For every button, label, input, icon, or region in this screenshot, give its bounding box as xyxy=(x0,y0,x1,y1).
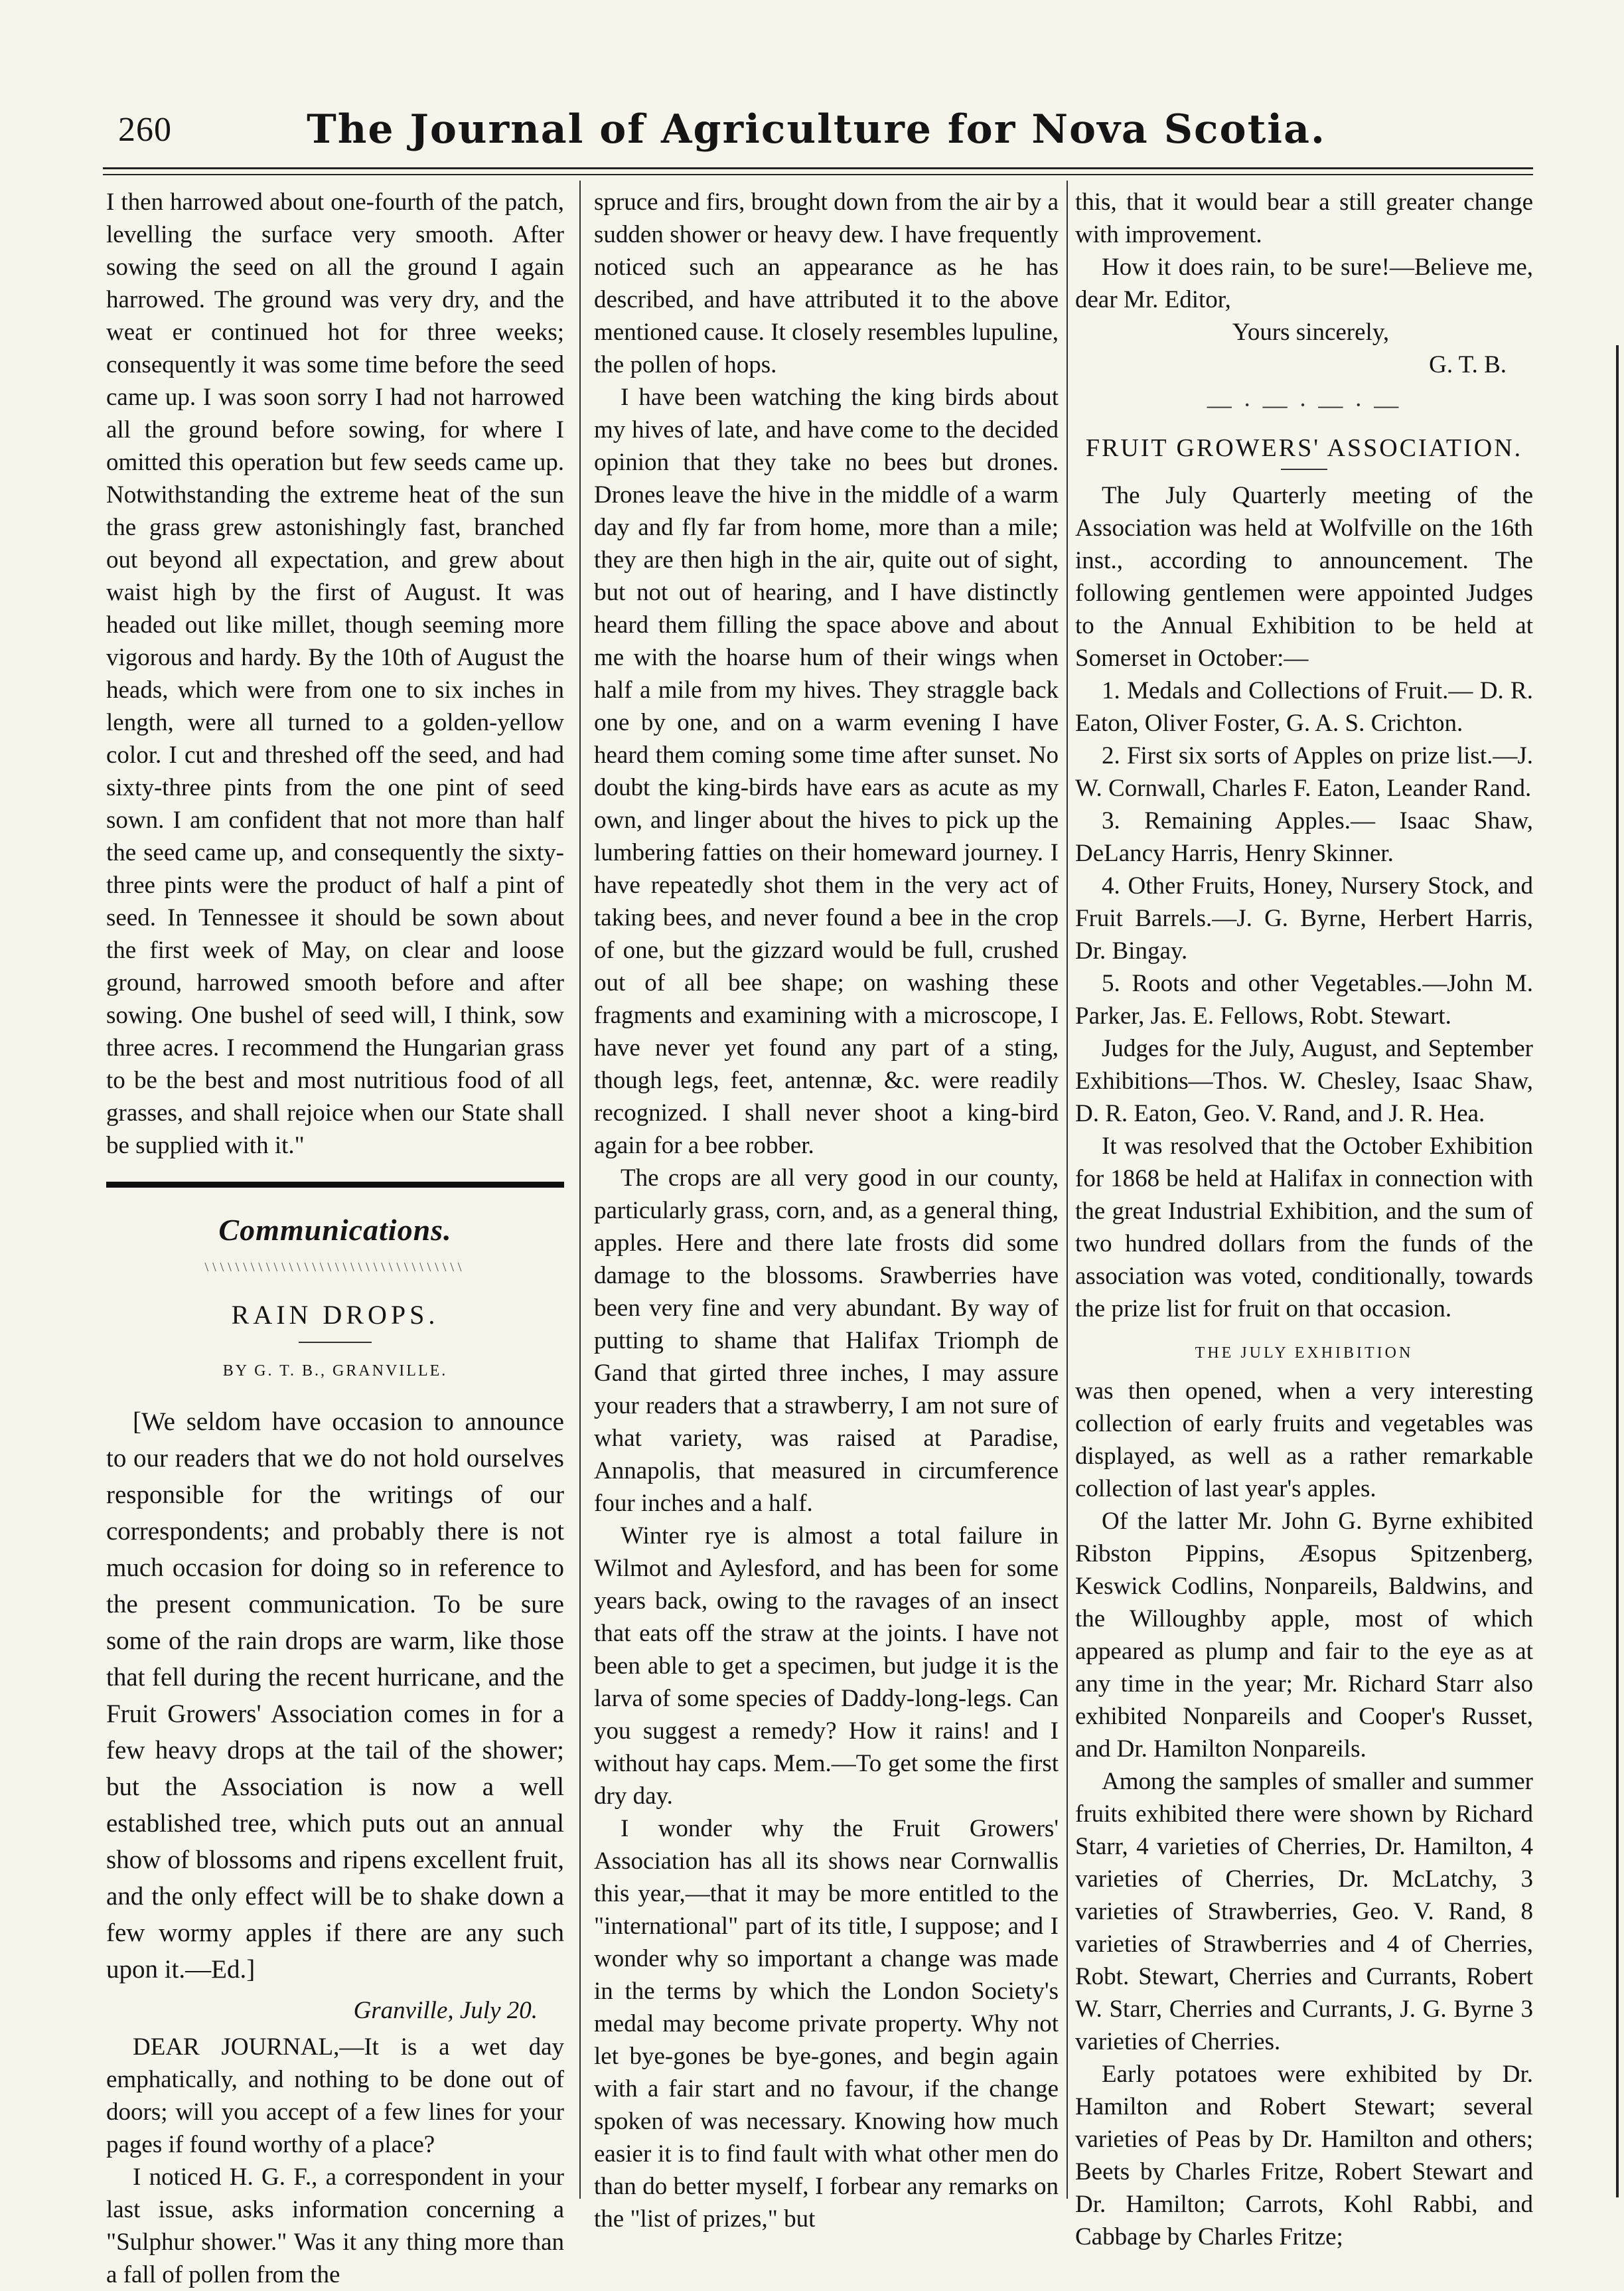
paragraph: Judges for the July, August, and September Exhibitions—Thos. W. Chesley, Isaac Shaw, D. R. Eaton, Geo. V. Rand, and J. R. Hea. xyxy=(1075,1035,1533,1127)
journal-title: The Journal of Agriculture for Nova Scotia. xyxy=(307,106,1326,153)
paragraph: The crops are all very good in our county, particularly grass, corn, and, as a general thing, apples. Here and there late frosts did some damage to the blossoms. Srawberries have been very fine and very abundant. By way of putting to shame that Halifax Triomph de Gand that girted three inches, I may assure your readers that a strawberry, I am not sure of what variety, was raised at Paradise, Annapolis, that measured in circumference four inches and a half. xyxy=(594,1164,1059,1517)
paragraph: I noticed H. G. F., a correspondent in your last issue, asks information concerning a "Sulphur shower." Was it any thing more than a fall of pollen from the xyxy=(106,2164,564,2288)
column-2 xyxy=(594,186,1059,2233)
article-title: FRUIT GROWERS' ASSOCIATION. xyxy=(1085,434,1523,462)
paragraph: Among the samples of smaller and summer fruits exhibited there were shown by Richard Starr, 4 varieties of Cherries, Dr. Hamilton, 4 varieties of Cherries, Dr. McLatchy, 3 varieties of Strawberries, Geo. V. Rand, 8 varieties of Strawberries and 4 of Cherries, Robt. Stewart, Cherries and Currants, Robert W. Starr, Cherries and Currants, J. G. Byrne 3 varieties of Cherries. xyxy=(1075,1768,1533,2055)
list-item: 2. First six sorts of Apples on prize list.—J. W. Cornwall, Charles F. Eaton, Leander Rand. xyxy=(1075,742,1533,802)
editor-note: [We seldom have occasion to announce to our readers that we do not hold ourselves responsible for the writings of our correspondents; and probably there is not much occasion for doing so in reference to the present communication. To be sure some of the rain drops are warm, like those that fell during the recent hurricane, and the Fruit Growers' Association comes in for a few heavy drops at the tail of the shower; but the Association is now a well established tree, which puts out an annual show of blossoms and ripens excellent fruit, and the only effect will be to shake down a few wormy apples if there are any such upon it.—Ed.] xyxy=(106,1407,564,1984)
dotted-ornament: \\\\\\\\\\\\\\\\\\\\\\\\\\\\\\\\\\ xyxy=(204,1260,466,1275)
paragraph: this, that it would bear a still greater change with improvement. xyxy=(1075,189,1533,248)
signature: G. T. B. xyxy=(1429,351,1507,378)
dateline: Granville, July 20. xyxy=(353,1997,538,2024)
paragraph: I wonder why the Fruit Growers' Association has all its shows near Cornwallis this year,—that it may be more entitled to the "international" part of its title, I suppose; and I wonder why so important a change was made in the terms by which the London Society's medal may become private property. Why not let bye-gones be bye-gones, and begin again with a fair start and no favour, if the change spoken of was necessary. Knowing how much easier it is to find fault with what other men do than do better myself, I forbear any remarks on the "list of prizes," but xyxy=(594,1815,1059,2233)
column-1 xyxy=(106,186,564,2288)
page-edge-line xyxy=(1616,345,1619,2197)
closing: Yours sincerely, xyxy=(1232,319,1390,346)
list-item: 5. Roots and other Vegetables.—John M. Parker, Jas. E. Fellows, Robt. Stewart. xyxy=(1075,970,1533,1030)
paragraph: It was resolved that the October Exhibition for 1868 be held at Halifax in connection with the great Industrial Exhibition, and the sum of two hundred dollars from the funds of the association was voted, conditionally, towards the prize list for fruit on that occasion. xyxy=(1075,1133,1533,1322)
section-heading: Communications. xyxy=(218,1213,452,1247)
byline: BY G. T. B., GRANVILLE. xyxy=(222,1362,448,1380)
title-rule xyxy=(299,1342,372,1343)
column-3 xyxy=(1075,186,1533,2251)
header-rule xyxy=(103,167,1533,169)
column-divider xyxy=(1067,181,1068,2199)
section-rule xyxy=(106,1182,564,1188)
paragraph: Early potatoes were exhibited by Dr. Hamilton and Robert Stewart; several varieties of Peas by Dr. Hamilton and others; Beets by Charles Fritze, Robert Stewart and Dr. Hamilton; Carrots, Kohl Rabbi, and Cabbage by Charles Fritze; xyxy=(1075,2061,1533,2251)
title-rule xyxy=(1281,469,1327,470)
list-item: 3. Remaining Apples.— Isaac Shaw, DeLancy Harris, Henry Skinner. xyxy=(1075,807,1533,867)
article-title: RAIN DROPS. xyxy=(231,1300,439,1330)
paragraph: Winter rye is almost a total failure in Wilmot and Aylesford, and has been for some years back, owing to the ravages of an insect that eats off the straw at the joints. I have not been able to get a specimen, but judge it is the larva of some species of Daddy-long-legs. Can you suggest a remedy? How it rains! and I without hay caps. Mem.—To get some the first dry day. xyxy=(594,1522,1059,1810)
column-divider xyxy=(579,181,581,2199)
subheading: THE JULY EXHIBITION xyxy=(1195,1344,1414,1362)
paragraph: spruce and firs, brought down from the air by a sudden shower or heavy dew. I have frequently noticed such an appearance as he has described, and have attributed it to the above mentioned cause. It closely resembles lupuline, the pollen of hops. xyxy=(594,189,1059,378)
paragraph-hungarian-grass: I then harrowed about one-fourth of the patch, levelling the surface very smooth. After sowing the seed on all the ground I again harrowed. The ground was very dry, and the weat er continued hot for three weeks; consequently it was some time before the seed came up. I was soon sorry I had not harrowed all the ground before sowing, for where I omitted this operation but few seeds came up. Notwithstanding the extreme heat of the sun the grass grew astonishingly fast, branched out beyond all expectation, and grew about waist high by the first of August. It was headed out like millet, though seeming more vigorous and hardy. By the 10th of August the heads, which were from one to six inches in length, were all turned to a golden-yellow color. I cut and threshed off the seed, and had sixty-three pints from the one pint of seed sown. I am confident that not more than half the seed came up, and consequently the sixty-three pints were the product of half a pint of seed. In Tennessee it should be sown about the first week of May, on clear and loose ground, harrowed smooth before and after sowing. One bushel of seed will, I think, sow three acres. I recommend the Hungarian grass to be the best and most nutritious food of all grasses, and shall rejoice when our State shall be supplied with it." xyxy=(106,189,564,1159)
list-item: 4. Other Fruits, Honey, Nursery Stock, and Fruit Barrels.—J. G. Byrne, Herbert Harris, Dr. Bingay. xyxy=(1075,872,1533,965)
dash-separator: — · — · — · — xyxy=(1207,392,1402,419)
page-number: 260 xyxy=(118,111,172,149)
paragraph: was then opened, when a very interesting collection of early fruits and vegetables was displayed, as well as a rather remarkable collection of last year's apples. xyxy=(1075,1378,1533,1502)
paragraph: I have been watching the king birds about my hives of late, and have come to the decided opinion that they take no bees but drones. Drones leave the hive in the middle of a warm day and fly far from home, more than a mile; they are then high in the air, quite out of sight, but not out of hearing, and I have distinctly heard them filling the space above and about me with the hoarse hum of their wings when half a mile from my hives. They straggle back one by one, and on a warm evening I have heard them coming some time after sunset. No doubt the king-birds have ears as acute as my own, and linger about the hives to pick up the lumbering fatties on their homeward journey. I have repeatedly shot them in the very act of taking bees, and never found a bee in the crop of one, but the gizzard would be full, crushed out of all bee shape; on washing these fragments and examining with a microscope, I have never yet found any part of a sting, though legs, feet, antennæ, &c. were readily recognized. I shall never shoot a king-bird again for a bee robber. xyxy=(594,384,1059,1159)
paragraph: The July Quarterly meeting of the Association was held at Wolfville on the 16th inst., according to announcement. The following gentlemen were appointed Judges to the Annual Exhibition to be held at Somerset in October:— xyxy=(1075,482,1533,672)
paragraph: Of the latter Mr. John G. Byrne exhibited Ribston Pippins, Æsopus Spitzenberg, Keswick Codlins, Nonpareils, Baldwins, and the Willoughby apple, most of which appeared as plump and fair to the eye as at any time in the year; Mr. Richard Starr also exhibited Nonpareils and Cooper's Russet, and Dr. Hamilton Nonpareils. xyxy=(1075,1508,1533,1763)
list-item: 1. Medals and Collections of Fruit.— D. R. Eaton, Oliver Foster, G. A. S. Crichton. xyxy=(1075,677,1533,737)
paragraph: DEAR JOURNAL,—It is a wet day emphatically, and nothing to be done out of doors; will you accept of a few lines for your pages if found worthy of a place? xyxy=(106,2033,564,2158)
page-header xyxy=(100,106,1533,166)
paragraph: How it does rain, to be sure!—Believe me, dear Mr. Editor, xyxy=(1075,254,1533,313)
header-rule-thin xyxy=(103,174,1533,175)
